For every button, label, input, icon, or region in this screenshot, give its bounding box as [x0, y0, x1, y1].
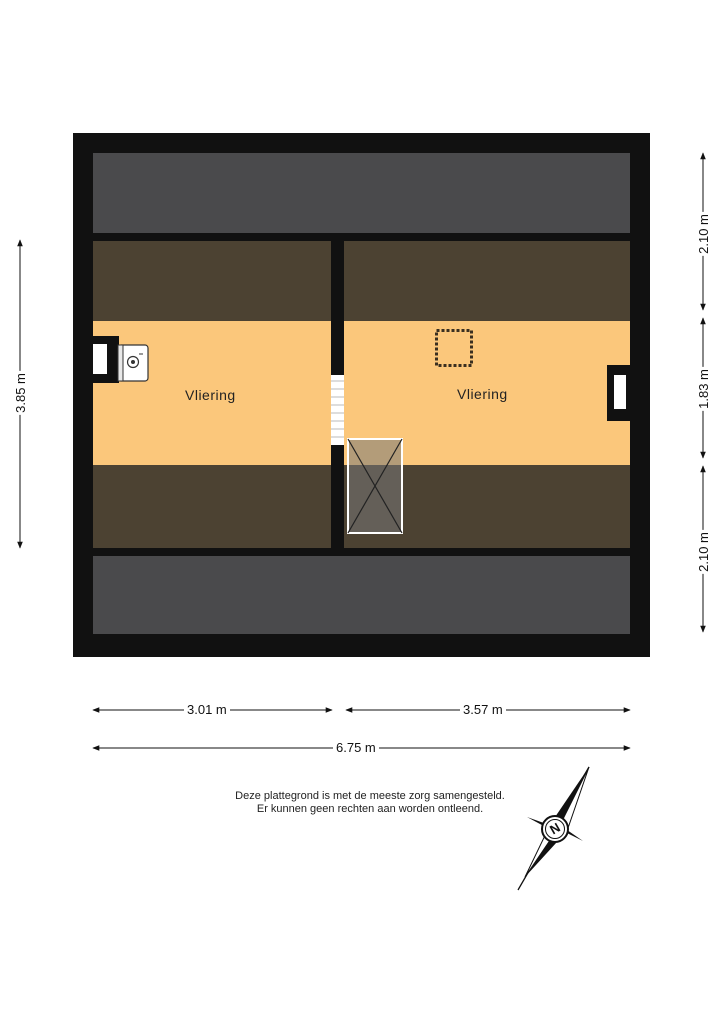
- dim-right-middle: 1.83 m: [695, 369, 711, 409]
- dim-height-total: 3.85 m: [12, 373, 28, 413]
- dim-right-bottom: 2.10 m: [695, 532, 711, 572]
- dim-width-right: 3.57 m: [460, 703, 506, 717]
- disclaimer-line-1: Deze plattegrond is met de meeste zorg samengesteld.: [235, 790, 505, 802]
- dim-right-top: 2.10 m: [695, 214, 711, 254]
- dim-width-total: 6.75 m: [333, 741, 379, 755]
- disclaimer-line-2: Er kunnen geen rechten aan worden ontleend.: [256, 803, 484, 815]
- compass-label: N: [547, 819, 563, 838]
- dim-width-left: 3.01 m: [184, 703, 230, 717]
- room-label-right: Vliering: [457, 386, 508, 402]
- room-label-left: Vliering: [185, 387, 236, 403]
- disclaimer: [170, 790, 570, 816]
